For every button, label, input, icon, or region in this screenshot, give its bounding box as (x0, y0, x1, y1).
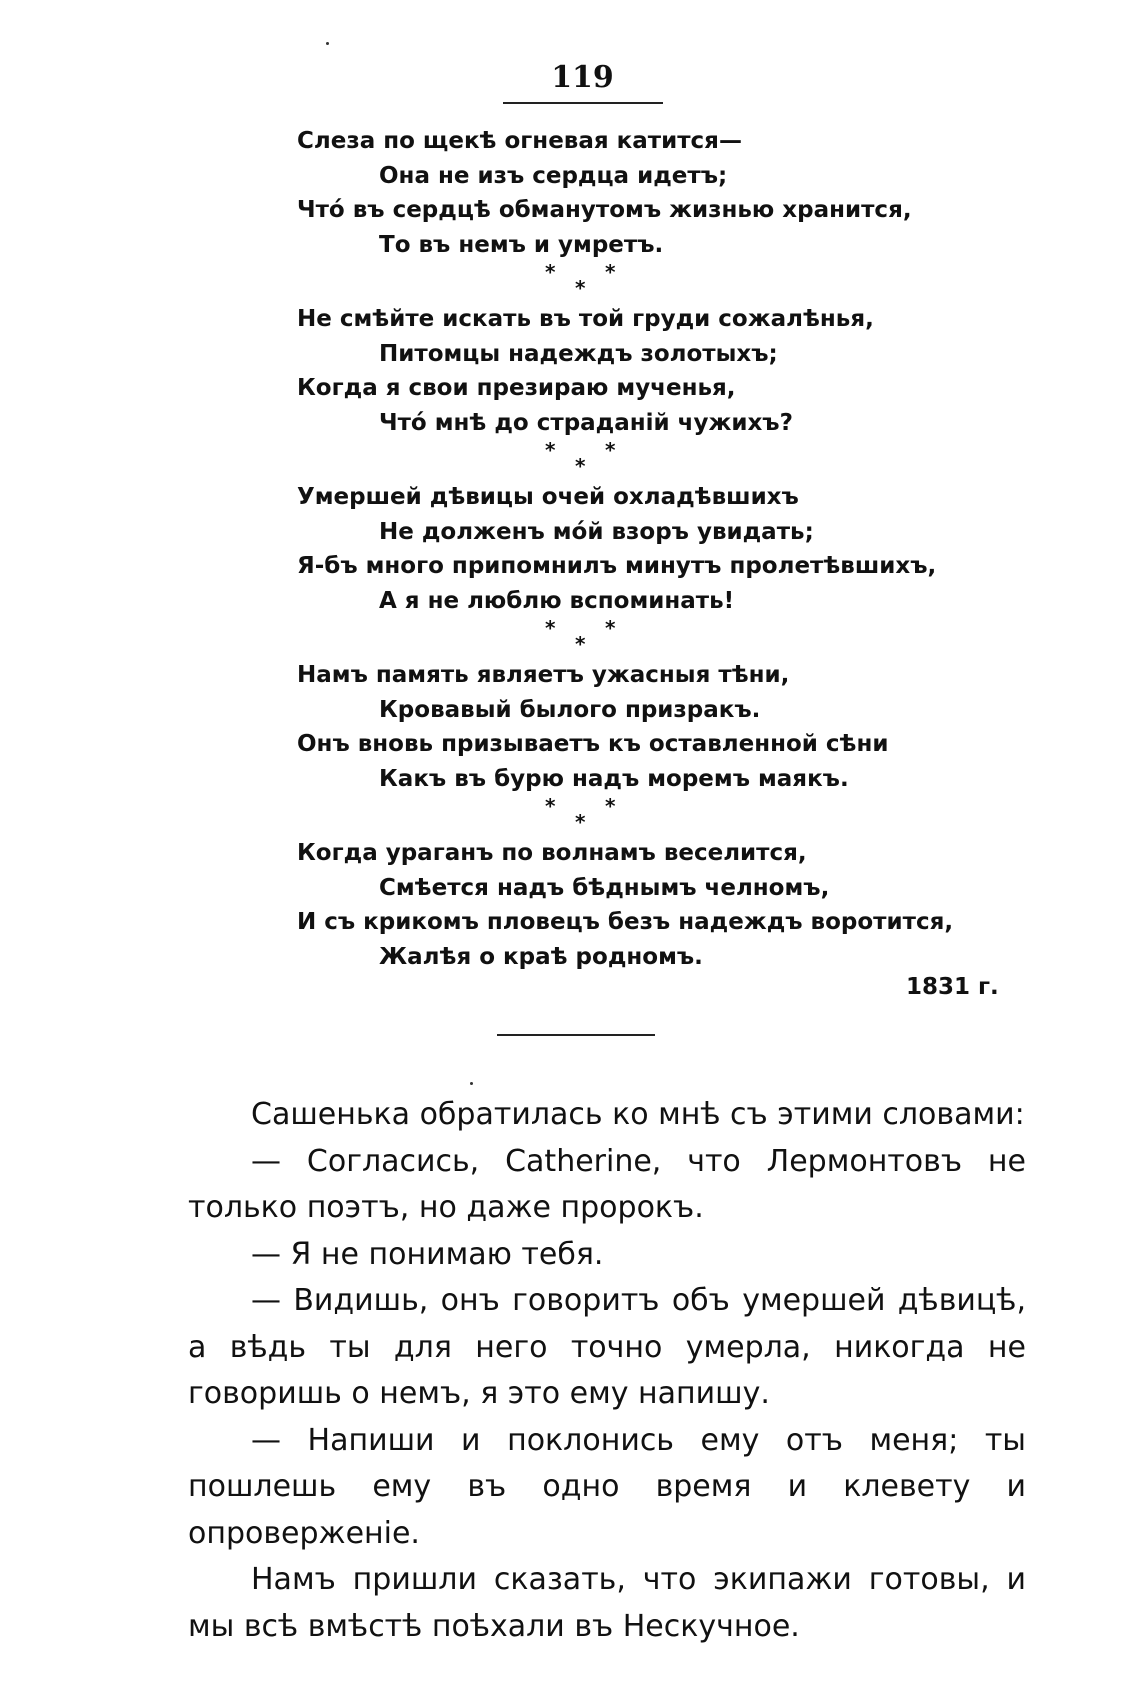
asterisk: * (575, 632, 586, 656)
asterisk: * (575, 276, 586, 300)
ink-speck (326, 42, 329, 45)
poem-line: Онъ вновь призываетъ къ оставленной сѣни (297, 731, 889, 757)
poem-line: Намъ память являетъ ужасныя тѣни, (297, 662, 790, 688)
poem-line: Смѣется надъ бѣднымъ челномъ, (379, 874, 830, 901)
asterisk: * (575, 454, 586, 478)
poem-line: Когда ураганъ по волнамъ веселится, (297, 840, 807, 866)
stanza-separator (297, 262, 1017, 302)
asterisk: * (545, 794, 556, 818)
asterisk: * (575, 810, 586, 834)
poem-line: Какъ въ бурю надъ моремъ маякъ. (379, 765, 849, 792)
poem-line: Я-бъ много припомнилъ минутъ пролетѣвшихъ, (297, 553, 937, 579)
asterisk: * (605, 616, 616, 640)
ink-speck (470, 1082, 473, 1085)
stanza-separator (297, 618, 1017, 658)
poem-line: Не долженъ мо́й взоръ увидать; (379, 518, 814, 545)
stanza (297, 658, 1017, 796)
stanza (297, 124, 1017, 262)
poem-line: Питомцы надеждъ золотыхъ; (379, 340, 778, 367)
paragraph: Намъ пришли сказать, что экипажи готовы, и мы всѣ вмѣстѣ поѣхали въ Нескучное. (188, 1562, 1026, 1644)
stanza (297, 302, 1017, 440)
asterisk: * (605, 438, 616, 462)
poem-line: Кровавый былого призракъ. (379, 696, 761, 723)
poem (297, 124, 1017, 974)
poem-line: То въ немъ и умретъ. (379, 231, 664, 258)
prose-text (188, 1092, 1026, 1650)
paragraph: — Я не понимаю тебя. (251, 1236, 604, 1272)
paragraph: Сашенька обратилась ко мнѣ съ этими словами: (251, 1097, 1025, 1132)
poem-line: Что́ мнѣ до страданій чужихъ? (379, 409, 793, 436)
asterisk: * (545, 616, 556, 640)
asterisk: * (545, 260, 556, 284)
paragraph: — Видишь, онъ говоритъ объ умершей дѣвицѣ, а вѣдь ты для него точно умерла, никогда не говоришь о немъ, я это ему напишу. (188, 1283, 1026, 1411)
asterisk: * (605, 794, 616, 818)
asterisk: * (605, 260, 616, 284)
poem-line: Когда я свои презираю мученья, (297, 375, 736, 401)
page-number: 119 (551, 60, 614, 95)
poem-line: Умершей дѣвицы очей охладѣвшихъ (297, 484, 799, 510)
poem-line: Не смѣйте искать въ той груди сожалѣнья, (297, 306, 874, 332)
page-number-rule (503, 102, 663, 104)
stanza-separator (297, 796, 1017, 836)
poem-line: И съ крикомъ пловецъ безъ надеждъ воротится, (297, 909, 954, 935)
paragraph: — Согласись, Catherine, что Лермонтовъ не только поэтъ, но даже пророкъ. (188, 1143, 1026, 1225)
poem-line: Жалѣя о краѣ родномъ. (379, 943, 703, 970)
poem-line: Она не изъ сердца идетъ; (379, 162, 728, 189)
stanza (297, 480, 1017, 618)
poem-line: Слеза по щекѣ огневая катится— (297, 128, 742, 154)
poem-line: Что́ въ сердцѣ обманутомъ жизнью хранится, (297, 197, 912, 223)
poem-line: А я не люблю вспоминать! (379, 587, 735, 614)
poem-date: 1831 г. (906, 974, 999, 1000)
stanza-separator (297, 440, 1017, 480)
paragraph: — Напиши и поклонись ему отъ меня; ты пошлешь ему въ одно время и клевету и опровержeніе. (188, 1422, 1026, 1551)
stanza (297, 836, 1017, 974)
section-divider (497, 1034, 655, 1036)
asterisk: * (545, 438, 556, 462)
